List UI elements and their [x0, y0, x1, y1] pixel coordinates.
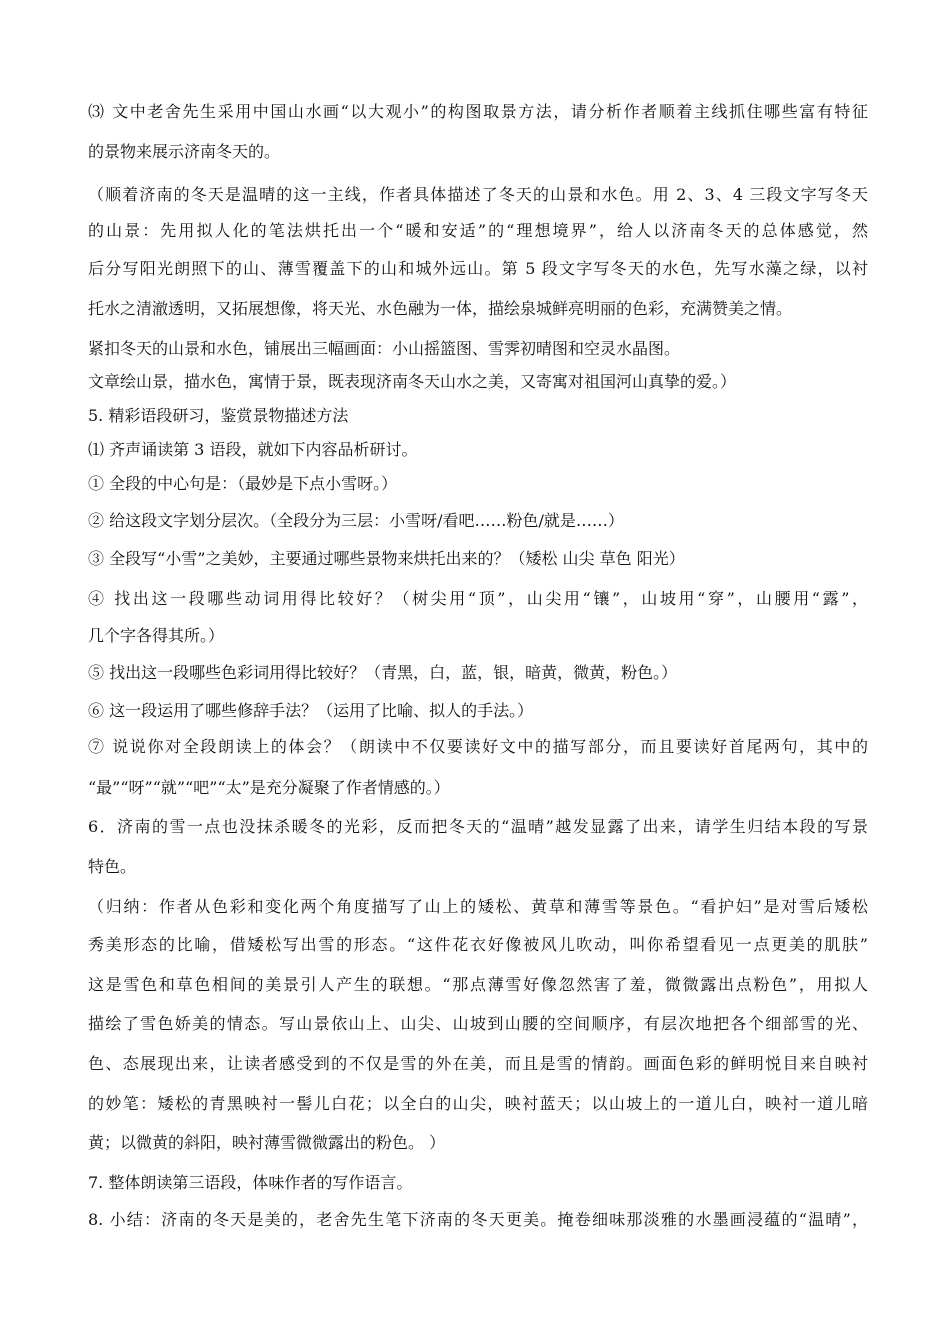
text-line: 5. 精彩语段研习，鉴赏景物描述方法: [88, 406, 349, 425]
text-line: ⑶ 文中老舍先生采用中国山水画“以大观小”的构图取景方法，请分析作者顺着主线抓住哪些富有特征: [88, 102, 868, 121]
text-line: ⑦ 说说你对全段朗读上的体会？（朗读中不仅要读好文中的描写部分，而且要读好首尾两句，其中的: [88, 737, 868, 756]
text-line: 的妙笔：矮松的青黑映衬一髻儿白花；以全白的山尖，映衬蓝天；以山坡上的一道儿白，映衬一道儿暗: [88, 1094, 868, 1113]
text-line: 描绘了雪色娇美的情态。写山景依山上、山尖、山坡到山腰的空间顺序，有层次地把各个细部雪的光、: [88, 1014, 868, 1033]
text-line: ① 全段的中心句是：（最妙是下点小雪呀。）: [88, 474, 398, 493]
text-line: ⑤ 找出这一段哪些色彩词用得比较好？（青黑，白，蓝，银，暗黄，微黄，粉色。）: [88, 663, 678, 682]
text-line: 这是雪色和草色相间的美景引人产生的联想。“那点薄雪好像忽然害了羞，微微露出点粉色”，用拟人: [88, 975, 868, 994]
text-line: 黄；以微黄的斜阳，映衬薄雪微微露出的粉色。 ）: [88, 1133, 446, 1152]
text-line: 托水之清澈透明，又拓展想像，将天光、水色融为一体，描绘泉城鲜亮明丽的色彩，充满赞美之情。: [88, 299, 793, 318]
text-line: 紧扣冬天的山景和水色，铺展出三幅画面：小山摇篮图、雪霁初晴图和空灵水晶图。: [88, 339, 681, 358]
text-line: ⑴ 齐声诵读第 3 语段，就如下内容品析研讨。: [88, 440, 418, 459]
text-line: 几个字各得其所。）: [88, 626, 225, 645]
text-line: 7. 整体朗读第三语段，体味作者的写作语言。: [88, 1173, 413, 1192]
text-line: ② 给这段文字划分层次。（全段分为三层：小雪呀/看吧……粉色/就是……）: [88, 511, 624, 530]
text-line: “最”“呀”“就”“吧”“太”是充分凝聚了作者情感的。）: [88, 778, 450, 797]
text-line: （归纳：作者从色彩和变化两个角度描写了山上的矮松、黄草和薄雪等景色。“看护妇”是对雪后矮松: [88, 897, 868, 916]
text-line: 的景物来展示济南冬天的。: [88, 142, 281, 161]
text-line: 6．济南的雪一点也没抹杀暖冬的光彩，反而把冬天的“温晴”越发显露了出来，请学生归结本段的写景: [88, 817, 868, 836]
text-line: ③ 全段写“小雪”之美妙，主要通过哪些景物来烘托出来的？（矮松 山尖 草色 阳光）: [88, 549, 685, 568]
text-line: 后分写阳光朗照下的山、薄雪覆盖下的山和城外远山。第 5 段文字写冬天的水色，先写水藻之绿，以衬: [88, 259, 868, 278]
text-line: （顺着济南的冬天是温晴的这一主线，作者具体描述了冬天的山景和水色。用 2、3、4 三段文字写冬天: [88, 185, 868, 204]
text-line: 特色。: [88, 857, 137, 876]
text-line: 色、态展现出来，让读者感受到的不仅是雪的外在美，而且是雪的情韵。画面色彩的鲜明悦目来自映衬: [88, 1054, 868, 1073]
text-line: 文章绘山景，描水色，寓情于景，既表现济南冬天山水之美，又寄寓对祖国河山真挚的爱。）: [88, 372, 737, 391]
text-line: 秀美形态的比喻，借矮松写出雪的形态。“这件花衣好像被风儿吹动，叫你希望看见一点更美的肌肤”: [88, 935, 868, 954]
text-line: 的山景：先用拟人化的笔法烘托出一个“暖和安适”的“理想境界”，给人以济南冬天的总体感觉，然: [88, 221, 868, 240]
text-line: ⑥ 这一段运用了哪些修辞手法？（运用了比喻、拟人的手法。）: [88, 701, 534, 720]
text-line: ④ 找出这一段哪些动词用得比较好？（树尖用“顶”，山尖用“镶”，山坡用“穿”，山腰用“露”，: [88, 589, 868, 608]
text-line: 8. 小结：济南的冬天是美的，老舍先生笔下济南的冬天更美。掩卷细味那淡雅的水墨画浸蕴的“温晴”，: [88, 1210, 868, 1229]
